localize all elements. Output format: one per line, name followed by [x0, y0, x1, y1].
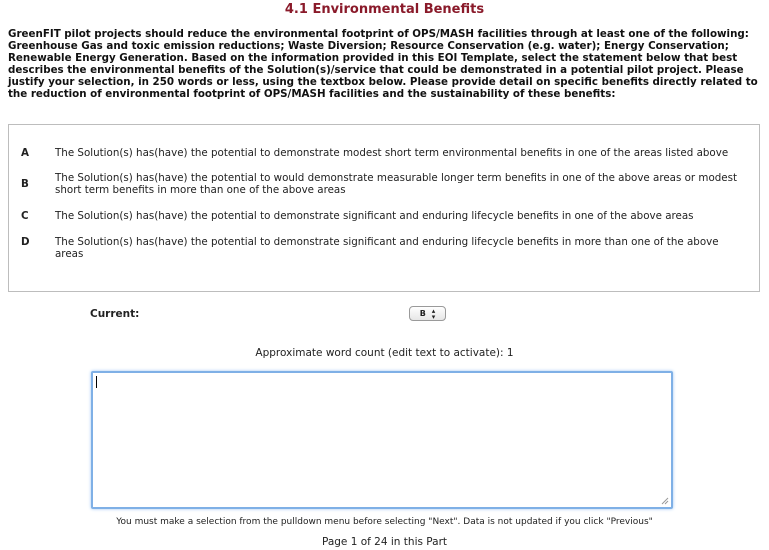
option-d-text: The Solution(s) has(have) the potential to demonstrate significant and enduring lifecycle benefits in more than one of the above areas: [55, 236, 719, 260]
selection-notice: You must make a selection from the pulldown menu before selecting "Next". Data is not updated if you click "Previous": [116, 517, 653, 527]
options-box: [8, 124, 760, 292]
justification-textarea[interactable]: [91, 371, 673, 509]
current-selection-dropdown[interactable]: [409, 306, 446, 321]
resize-grip-icon[interactable]: [661, 497, 669, 505]
option-b-text: The Solution(s) has(have) the potential to would demonstrate measurable longer term benefits in one of the above areas or modest short term benefits in more than one of the above areas: [55, 172, 738, 196]
section-title: 4.1 Environmental Benefits: [284, 2, 485, 17]
option-b-letter: B: [21, 178, 29, 190]
dropdown-selected-value: B: [419, 309, 426, 318]
updown-chevron-icon: ▴ ▾: [431, 306, 436, 321]
current-label: Current:: [90, 308, 140, 320]
page-indicator: Page 1 of 24 in this Part: [321, 536, 448, 548]
option-d-letter: D: [21, 236, 30, 248]
text-caret: [96, 376, 97, 388]
word-count-label: Approximate word count (edit text to activate): 1: [255, 347, 514, 359]
option-c-letter: C: [21, 210, 29, 222]
option-a-text: The Solution(s) has(have) the potential to demonstrate modest short term environmental benefits in one of the areas listed above: [55, 147, 729, 159]
option-c-text: The Solution(s) has(have) the potential to demonstrate significant and enduring lifecycle benefits in one of the above areas: [55, 210, 694, 222]
option-a-letter: A: [21, 147, 29, 159]
intro-instructions: GreenFIT pilot projects should reduce the environmental footprint of OPS/MASH facilities through at least one of the following: Greenhouse Gas and toxic emission reductions; Waste Diversion; Resource Conservation (e.g. water); Energy Conservation; Renewable Energy Generation. Based on the information provided in this EOI Template, select the statement below that best describes the environmental benefits of the Solution(s)/service that could be demonstrated in a potential pilot project. Please justify your selection, in 250 words or less, using the textbox below. Please provide detail on specific benefits directly related to the reduction of environmental footprint of OPS/MASH facilities and the sustainability of these benefits:: [8, 28, 758, 100]
